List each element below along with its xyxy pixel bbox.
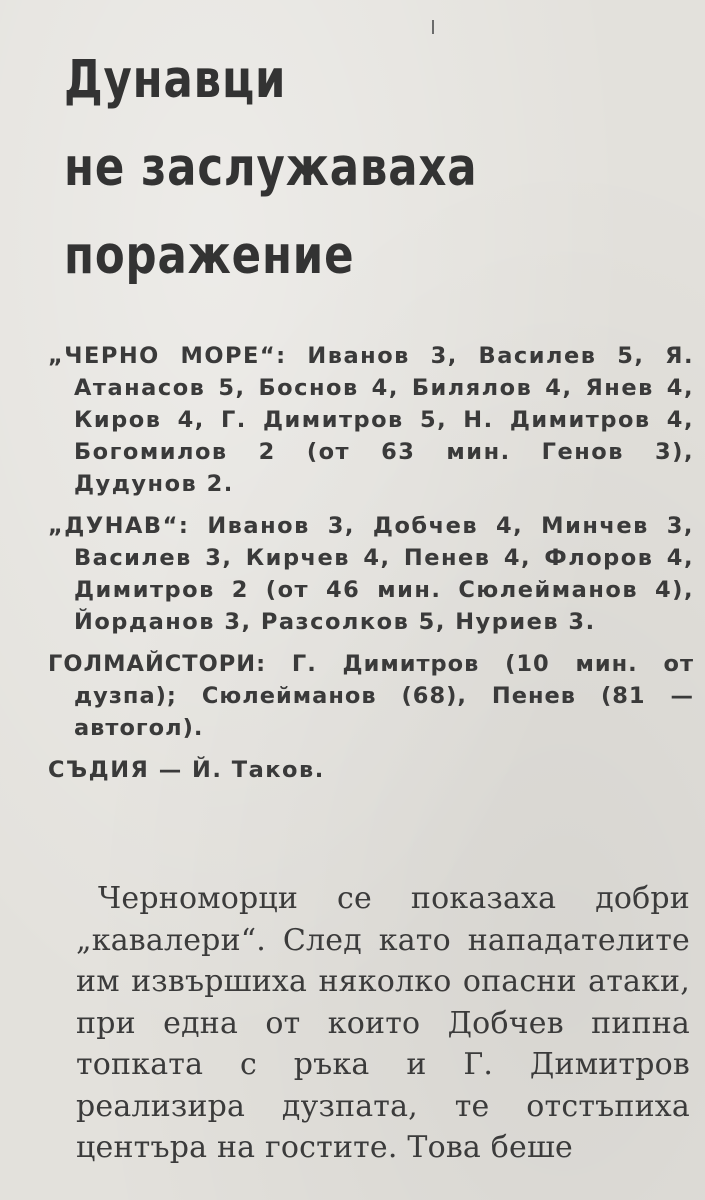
referee-line: [48, 754, 694, 786]
team2-label: „ДУНАВ“:: [48, 513, 190, 539]
referee-name: — Й. Таков.: [158, 757, 325, 783]
headline-line-3: поражение: [64, 225, 355, 286]
headline-line-1: Дунавци: [64, 49, 287, 110]
team1-players: Иванов 3, Василев 5, Я. Атанасов 5, Боснов 4, Билялов 4, Янев 4, Киров 4, Г. Димитров 5, Н. Димитров 4, Богомилов 2 (от 63 мин. Генов 3), Дудунов 2.: [74, 343, 694, 497]
paper-mark: [432, 20, 434, 34]
article-body: [76, 878, 690, 1169]
headline: [64, 36, 687, 300]
scorers: [48, 648, 694, 744]
scorers-label: ГОЛМАЙСТОРИ:: [48, 651, 267, 677]
article-paragraph: Черноморци се показаха добри „кавалери“. След като нападателите им извършиха няколко опасни атаки, при една от които Добчев пипна топката с ръка и Г. Димитров реализира дузпата, те отстъпиха центъра на гостите. Това беше: [76, 881, 690, 1165]
match-stats: [48, 340, 694, 796]
team2-players: Иванов 3, Добчев 4, Минчев 3, Василев 3, Кирчев 4, Пенев 4, Флоров 4, Димитров 2 (от 46 мин. Сюлейманов 4), Йорданов 3, Разсолков 5, Нуриев 3.: [74, 513, 694, 635]
referee-label: СЪДИЯ: [48, 757, 150, 783]
team1-lineup: [48, 340, 694, 500]
team2-lineup: [48, 510, 694, 638]
headline-line-2: не заслужаваха: [64, 137, 478, 198]
team1-label: „ЧЕРНО МОРЕ“:: [48, 343, 287, 369]
scorers-list: Г. Димитров (10 мин. от дузпа); Сюлейманов (68), Пенев (81 — автогол).: [74, 651, 694, 741]
